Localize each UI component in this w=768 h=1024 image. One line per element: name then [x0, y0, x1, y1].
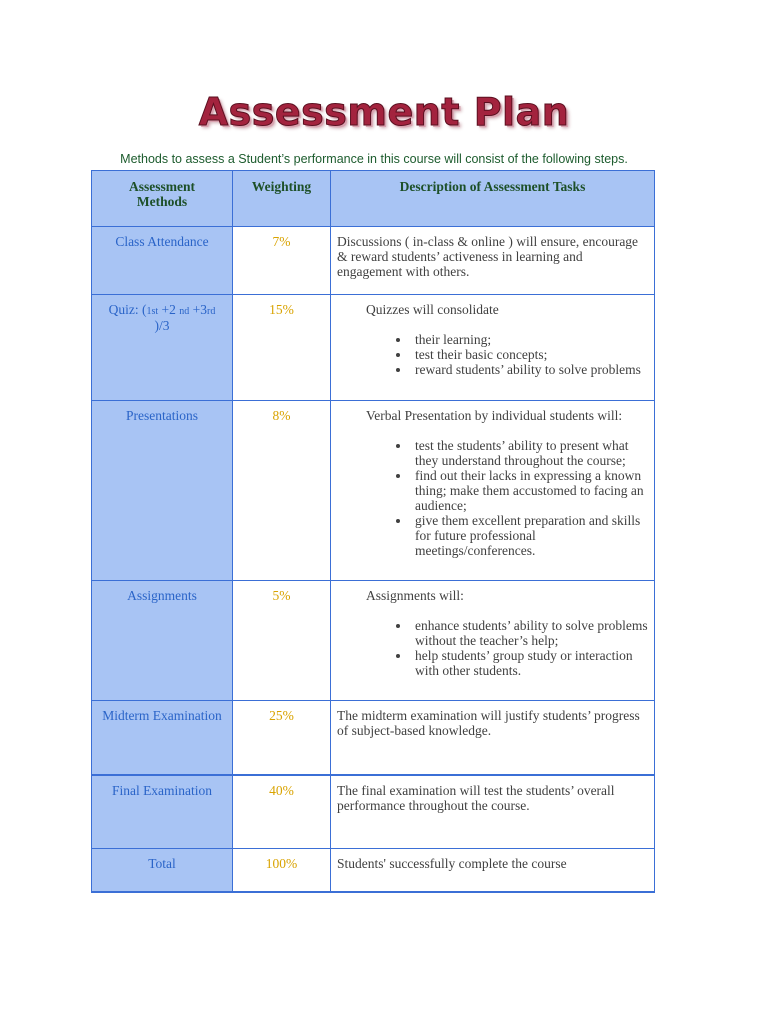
table-row — [92, 849, 655, 892]
table-header-row — [92, 171, 655, 227]
table-row — [92, 227, 655, 295]
header-assessment-methods: Assessment Methods — [92, 171, 233, 227]
table-row — [92, 775, 655, 849]
description-cell: The final examination will test the students’ overall performance throughout the course. — [331, 775, 655, 849]
list-item: • test the students’ ability to present what they understand throughout the course; — [411, 438, 648, 468]
method-cell: Final Examination — [92, 775, 233, 849]
table-row — [92, 401, 655, 581]
description-cell — [331, 295, 655, 401]
list-item: • find out their lacks in expressing a known thing; make them accustomed to facing an audience; — [411, 468, 648, 513]
weight-cell: 5% — [233, 581, 331, 701]
table-row — [92, 581, 655, 701]
assessment-table — [91, 170, 655, 893]
intro-text: Methods to assess a Student’s performance in this course will consist of the following steps. — [120, 152, 628, 166]
description-cell — [331, 581, 655, 701]
list-item: • enhance students’ ability to solve problems without the teacher’s help; — [411, 618, 648, 648]
bullet-list — [337, 438, 648, 558]
description-lead: Assignments will: — [366, 588, 464, 603]
description-lead: Quizzes will consolidate — [366, 302, 499, 317]
list-item: • their learning; — [411, 332, 648, 347]
quiz-method-label: Quiz: (1st +2 nd +3rd )/3 — [108, 302, 216, 333]
weight-cell: 25% — [233, 701, 331, 775]
header-weighting: Weighting — [233, 171, 331, 227]
weight-cell: 8% — [233, 401, 331, 581]
method-cell — [92, 295, 233, 401]
header-description: Description of Assessment Tasks — [331, 171, 655, 227]
method-cell: Assignments — [92, 581, 233, 701]
total-method-cell: Total — [92, 849, 233, 892]
weight-cell: 15% — [233, 295, 331, 401]
list-item: • give them excellent preparation and skills for future professional meetings/conferences. — [411, 513, 648, 558]
description-cell — [331, 401, 655, 581]
description-lead: Verbal Presentation by individual students will: — [366, 408, 623, 423]
table-row — [92, 701, 655, 775]
description-cell: The midterm examination will justify students’ progress of subject-based knowledge. — [331, 701, 655, 775]
list-item: • help students’ group study or interaction with other students. — [411, 648, 648, 678]
weight-cell: 40% — [233, 775, 331, 849]
list-item: • reward students’ ability to solve problems — [411, 362, 648, 377]
table-row — [92, 295, 655, 401]
bullet-list — [337, 332, 648, 377]
list-item: • test their basic concepts; — [411, 347, 648, 362]
bullet-list — [337, 618, 648, 678]
method-cell: Class Attendance — [92, 227, 233, 295]
total-description-cell: Students' successfully complete the course — [331, 849, 655, 892]
weight-cell: 7% — [233, 227, 331, 295]
method-cell: Presentations — [92, 401, 233, 581]
page-title: Assessment Plan — [198, 90, 570, 134]
method-cell: Midterm Examination — [92, 701, 233, 775]
total-weight-cell: 100% — [233, 849, 331, 892]
description-cell: Discussions ( in-class & online ) will ensure, encourage & reward students’ activeness in learning and engagement with others. — [331, 227, 655, 295]
